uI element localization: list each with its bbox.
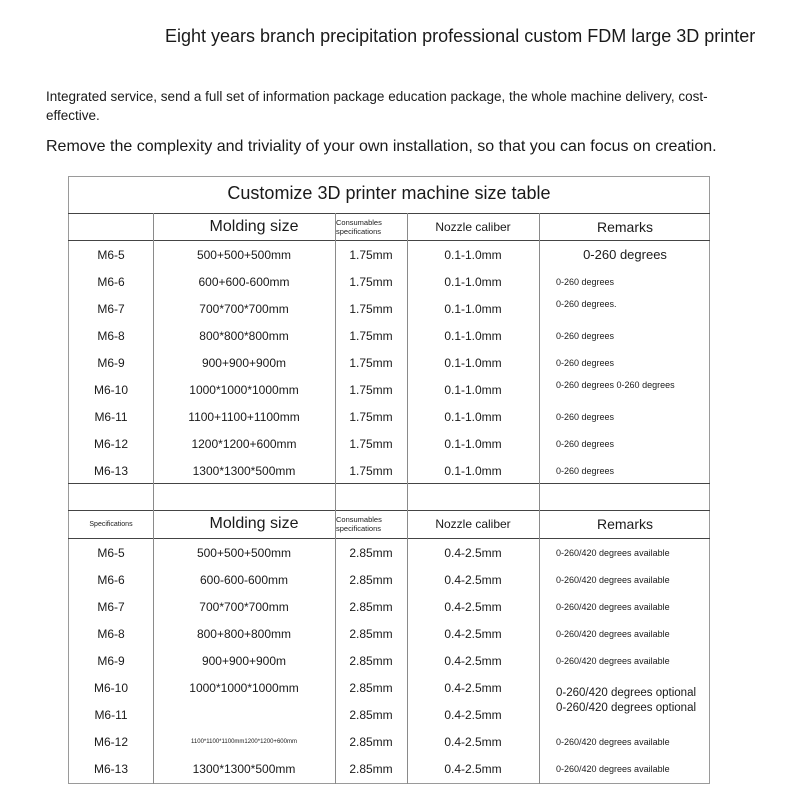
header-nozzle: Nozzle caliber: [435, 219, 511, 234]
molding-size-cell: 700*700*700mm: [199, 301, 289, 316]
model-cell: M6-12: [93, 436, 128, 451]
model-cell: M6-9: [97, 653, 125, 668]
model-cell: M6-7: [97, 301, 125, 316]
header-molding-size: Molding size: [209, 217, 299, 235]
molding-size-cell: 1100+1100+1100mm: [188, 409, 300, 424]
consumables-cell: 2.85mm: [349, 599, 393, 614]
molding-size-cell: 900+900+900m: [201, 653, 287, 668]
nozzle-caliber-cell: 0.4-2.5mm: [444, 653, 502, 668]
consumables-cell: 1.75mm: [349, 436, 393, 451]
nozzle-caliber-cell: 0.1-1.0mm: [444, 436, 502, 451]
model-cell: M6-8: [97, 328, 125, 343]
consumables-cell: 2.85mm: [349, 545, 393, 560]
consumables-cell: 2.85mm: [349, 707, 393, 722]
nozzle-caliber-cell: 0.1-1.0mm: [444, 355, 502, 370]
header-consumables: Consumables specifications: [336, 217, 382, 236]
model-cell: M6-5: [97, 247, 125, 262]
consumables-cell: 2.85mm: [349, 761, 393, 776]
consumables-cell: 1.75mm: [349, 382, 393, 397]
model-cell: M6-10: [93, 680, 128, 695]
remarks-cell: 0-260 degrees 0-260 degrees: [556, 380, 675, 390]
consumables-cell: 2.85mm: [349, 626, 393, 641]
model-cell: M6-5: [97, 545, 125, 560]
consumables-cell: 2.85mm: [349, 572, 393, 587]
nozzle-caliber-cell: 0.4-2.5mm: [444, 761, 502, 776]
consumables-cell: 1.75mm: [349, 328, 393, 343]
remarks-cell: 0-260/420 degrees available: [556, 628, 670, 639]
nozzle-caliber-cell: 0.4-2.5mm: [444, 599, 502, 614]
header-remarks: Remarks: [596, 218, 653, 235]
remarks-cell: 0-260 degrees: [556, 465, 615, 476]
remarks-cell: 0-260 degrees: [583, 247, 667, 262]
header-nozzle: Nozzle caliber: [435, 517, 511, 531]
model-cell: M6-13: [93, 463, 128, 478]
consumables-cell: 1.75mm: [349, 409, 393, 424]
consumables-cell: 1.75mm: [349, 301, 393, 316]
model-cell: M6-7: [97, 599, 125, 614]
model-cell: M6-11: [94, 707, 128, 722]
consumables-cell: 1.75mm: [349, 274, 393, 289]
nozzle-caliber-cell: 0.4-2.5mm: [444, 626, 502, 641]
header-consumables: Consumables specifications: [336, 515, 382, 533]
remarks-cell: 0-260 degrees: [556, 411, 615, 422]
consumables-cell: 2.85mm: [349, 680, 393, 695]
molding-size-cell: 700*700*700mm: [199, 599, 289, 614]
model-cell: M6-6: [97, 274, 125, 289]
molding-size-cell: 1200*1200+600mm: [191, 436, 297, 451]
molding-size-cell: 500+500+500mm: [196, 545, 292, 560]
molding-size-cell: 1000*1000*1000mm: [189, 382, 299, 397]
molding-size-cell: 1100*1100*1100mm1200*1200+600mm: [191, 738, 297, 745]
remarks-cell: 0-260/420 degrees available: [556, 655, 670, 666]
molding-size-cell: 800*800*800mm: [199, 328, 289, 343]
nozzle-caliber-cell: 0.4-2.5mm: [444, 707, 502, 722]
consumables-cell: 1.75mm: [349, 355, 393, 370]
column-divider: [539, 213, 540, 784]
header-remarks: Remarks: [596, 516, 653, 532]
table-title: Customize 3D printer machine size table: [227, 183, 551, 203]
consumables-cell: 1.75mm: [349, 463, 393, 478]
model-cell: M6-6: [97, 572, 125, 587]
molding-size-cell: 600-600-600mm: [199, 572, 289, 587]
remarks-cell: 0-260/420 degrees available: [556, 601, 670, 612]
nozzle-caliber-cell: 0.1-1.0mm: [444, 328, 502, 343]
consumables-cell: 1.75mm: [349, 247, 393, 262]
nozzle-caliber-cell: 0.4-2.5mm: [444, 734, 502, 749]
molding-size-cell: 1000*1000*1000mm: [189, 680, 299, 695]
remarks-cell: 0-260 degrees: [556, 330, 615, 341]
nozzle-caliber-cell: 0.4-2.5mm: [444, 680, 502, 695]
molding-size-cell: 500+500+500mm: [196, 247, 292, 262]
nozzle-caliber-cell: 0.4-2.5mm: [444, 572, 502, 587]
model-cell: M6-13: [93, 761, 128, 776]
consumables-cell: 2.85mm: [349, 734, 393, 749]
molding-size-cell: 900+900+900m: [201, 355, 287, 370]
remarks-cell: 0-260/420 degrees available: [556, 763, 670, 774]
intro-text: Integrated service, send a full set of information package education package, the whole machine delivery, cost-effective.: [46, 89, 708, 123]
header-specifications: Specifications: [89, 520, 133, 528]
remarks-cell: 0-260 degrees.: [556, 299, 617, 309]
remarks-cell: 0-260 degrees: [556, 276, 615, 287]
model-cell: M6-12: [93, 734, 128, 749]
header-molding-size: Molding size: [209, 515, 299, 532]
consumables-cell: 2.85mm: [349, 653, 393, 668]
model-cell: M6-8: [97, 626, 125, 641]
nozzle-caliber-cell: 0.1-1.0mm: [444, 463, 502, 478]
nozzle-caliber-cell: 0.1-1.0mm: [444, 409, 502, 424]
model-cell: M6-11: [94, 409, 128, 424]
remarks-cell: 0-260/420 degrees available: [556, 547, 670, 558]
molding-size-cell: 600+600-600mm: [198, 274, 290, 289]
remarks-cell: 0-260/420 degrees optional 0-260/420 degrees optional: [556, 687, 697, 714]
nozzle-caliber-cell: 0.1-1.0mm: [444, 382, 502, 397]
nozzle-caliber-cell: 0.1-1.0mm: [444, 301, 502, 316]
model-cell: M6-9: [97, 355, 125, 370]
nozzle-caliber-cell: 0.4-2.5mm: [444, 545, 502, 560]
remarks-cell: 0-260/420 degrees available: [556, 574, 670, 585]
molding-size-cell: 1300*1300*500mm: [192, 761, 296, 776]
molding-size-cell: 1300*1300*500mm: [192, 463, 296, 478]
nozzle-caliber-cell: 0.1-1.0mm: [444, 247, 502, 262]
page-heading: Eight years branch precipitation professional custom FDM large 3D printer: [165, 26, 756, 46]
remarks-cell: 0-260 degrees: [556, 357, 615, 368]
remarks-cell: 0-260/420 degrees available: [556, 736, 670, 747]
nozzle-caliber-cell: 0.1-1.0mm: [444, 274, 502, 289]
molding-size-cell: [154, 701, 334, 728]
molding-size-cell: 800+800+800mm: [196, 626, 292, 641]
remarks-cell: 0-260 degrees: [556, 438, 615, 449]
remarks-cell: [556, 701, 706, 728]
model-cell: M6-10: [93, 382, 128, 397]
tagline-text: Remove the complexity and triviality of your own installation, so that you can focus on creation.: [46, 138, 717, 155]
